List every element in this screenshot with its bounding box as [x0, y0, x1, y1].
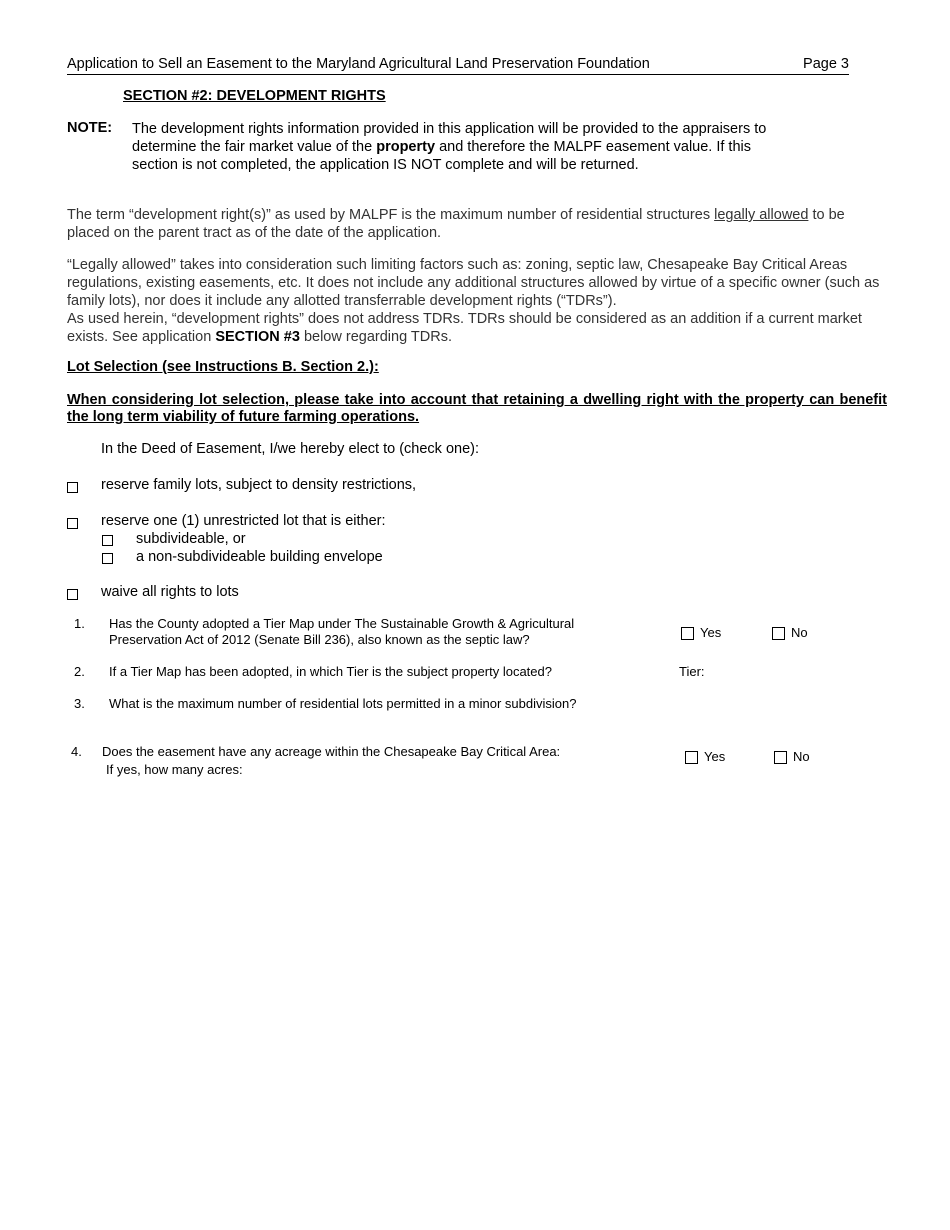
critical-area-yes-checkbox[interactable]	[685, 751, 698, 764]
critical-area-question: Does the easement have any acreage within the Chesapeake Bay Critical Area:	[102, 744, 561, 759]
lot-selection-heading: Lot Selection (see Instructions B. Section 2.):	[67, 359, 379, 375]
subdivideable-label: subdivideable, or	[136, 531, 246, 547]
legally-allowed-paragraph: “Legally allowed” takes into consideration such limiting factors such as: zoning, septic law, Chesapeake Bay Critical Areas regulations, existing easements, etc. It does not include any additional structures allowed by virtue of a specific owner (such as family lots), nor does it include any allotted transferrable development rights (“TDRs”). As used herein, “development rights” does not address TDRs. TDRs should be considered as an addition if a current market exists. See application SECTION #3 below regarding TDRs.	[67, 257, 880, 345]
question-number: 4.	[71, 744, 82, 759]
note-label: NOTE:	[67, 120, 113, 136]
question-number: 3.	[74, 696, 85, 711]
document-title: Application to Sell an Easement to the Maryland Agricultural Land Preservation Foundation	[67, 56, 650, 72]
no-label: No	[793, 749, 810, 764]
no-label: No	[791, 625, 808, 640]
waive-rights-checkbox[interactable]	[67, 589, 78, 600]
section-heading: SECTION #2: DEVELOPMENT RIGHTS	[123, 88, 386, 104]
tier-map-question: Has the County adopted a Tier Map under The Sustainable Growth & Agricultural Preservation Act of 2012 (Senate Bill 236), also known as the septic law?	[109, 616, 575, 647]
yes-label: Yes	[704, 749, 726, 764]
subdivideable-checkbox[interactable]	[102, 535, 113, 546]
critical-area-acres-label: If yes, how many acres:	[106, 762, 243, 777]
waive-rights-label: waive all rights to lots	[101, 584, 239, 600]
critical-area-no-checkbox[interactable]	[774, 751, 787, 764]
question-number: 2.	[74, 664, 85, 679]
unrestricted-lot-label: reserve one (1) unrestricted lot that is either:	[101, 513, 386, 529]
family-lots-checkbox[interactable]	[67, 482, 78, 493]
minor-subdivision-question: What is the maximum number of residential lots permitted in a minor subdivision?	[109, 696, 577, 711]
note-text: The development rights information provided in this application will be provided to the appraisers to determine the fair market value of the property and therefore the MALPF easement value. If this section is not completed, the application IS NOT complete and will be returned.	[132, 121, 767, 173]
building-envelope-label: a non-subdivideable building envelope	[136, 549, 383, 565]
question-number: 1.	[74, 616, 85, 631]
tier-map-yes-checkbox[interactable]	[681, 627, 694, 640]
yes-label: Yes	[700, 625, 722, 640]
unrestricted-lot-checkbox[interactable]	[67, 518, 78, 529]
tier-field-label: Tier:	[679, 664, 705, 679]
elect-instruction: In the Deed of Easement, I/we hereby elect to (check one):	[101, 441, 480, 457]
tier-map-no-checkbox[interactable]	[772, 627, 785, 640]
tier-location-question: If a Tier Map has been adopted, in which Tier is the subject property located?	[109, 664, 552, 679]
page-number: Page 3	[803, 56, 849, 72]
lot-selection-advice: When considering lot selection, please take into account that retaining a dwelling right with the property can benefit the long term viability of future farming operations.	[67, 392, 887, 425]
development-rights-definition: The term “development right(s)” as used by MALPF is the maximum number of residential structures legally allowed to be placed on the parent tract as of the date of the application.	[67, 207, 845, 241]
building-envelope-checkbox[interactable]	[102, 553, 113, 564]
family-lots-label: reserve family lots, subject to density restrictions,	[101, 477, 417, 493]
page-header	[67, 56, 849, 75]
